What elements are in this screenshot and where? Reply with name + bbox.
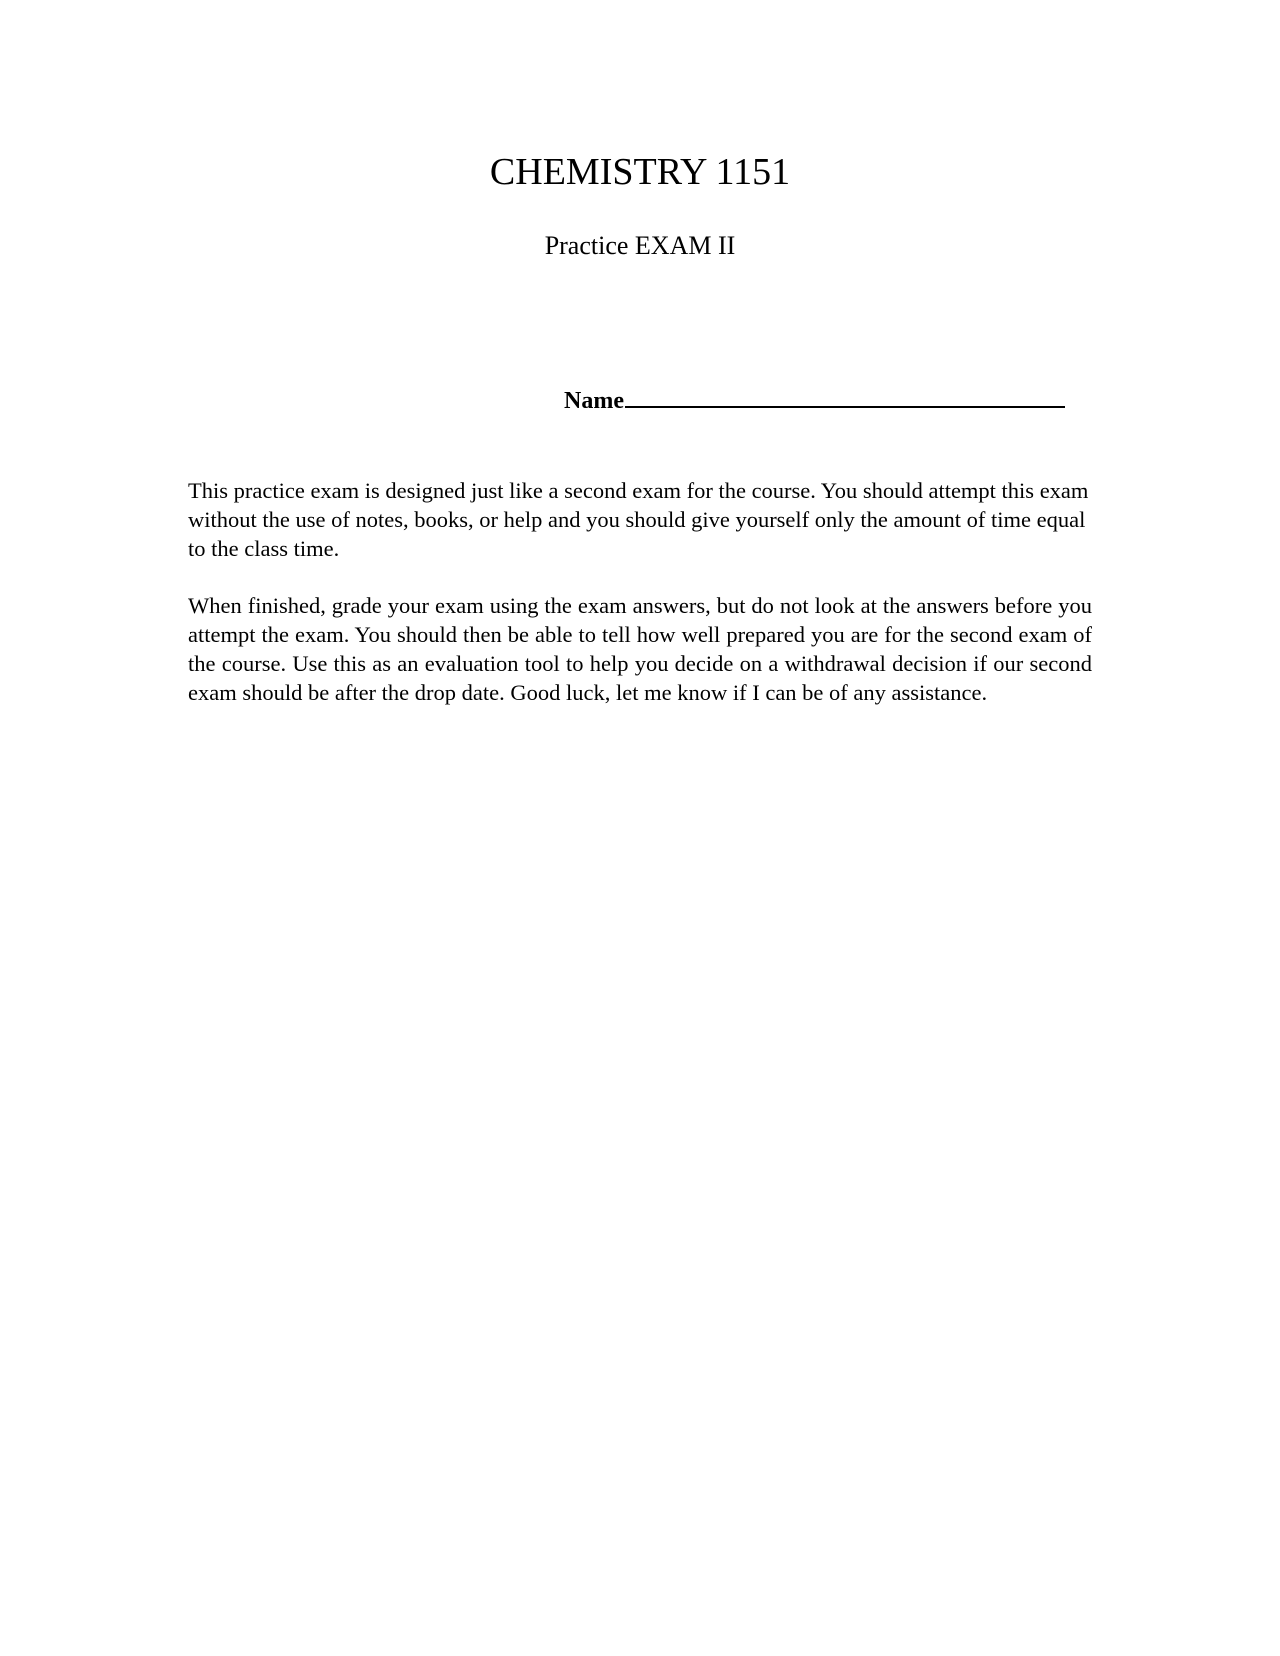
document-subtitle: Practice EXAM II (544, 231, 736, 260)
instructions-paragraph-2: When finished, grade your exam using the exam answers, but do not look at the answers before you attempt the exam. You should then be able to tell how well prepared you are for the second exam of the course. Use this as an evaluation tool to help you decide on a withdrawal decision if our second exam should be after the drop date. Good luck, let me know if I can be of any assistance. (188, 593, 1092, 705)
document-title: CHEMISTRY 1151 (489, 151, 791, 193)
name-label: Name (564, 388, 624, 414)
name-blank-line (625, 386, 1065, 408)
name-field-row (564, 386, 1065, 416)
instructions-paragraph-1: This practice exam is designed just like a second exam for the course. You should attempt this exam without the use of notes, books, or help and you should give yourself only the amount of time equal to the class time. (188, 478, 1089, 561)
